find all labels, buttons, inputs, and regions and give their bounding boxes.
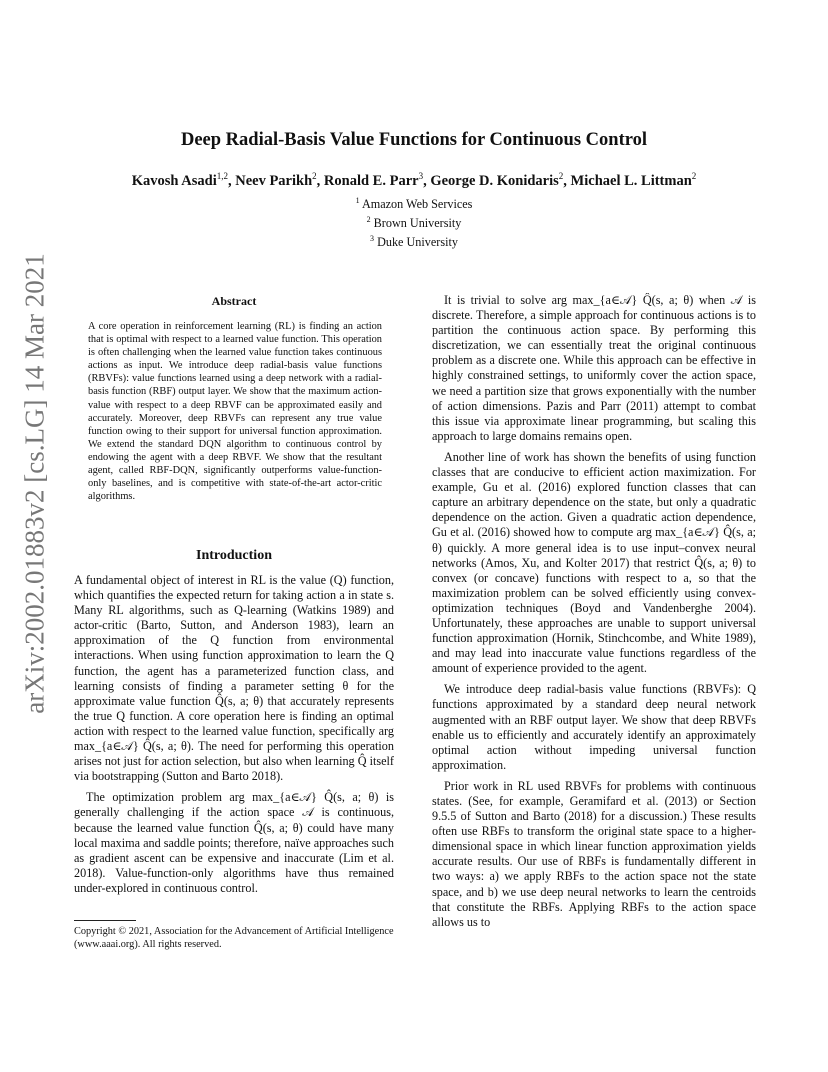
introduction-heading: Introduction [196,548,272,563]
paper-title: Deep Radial-Basis Value Functions for Continuous Control [180,130,647,150]
author: Ronald E. Parr$^3$, [323,171,431,189]
affiliation: $^3$ Duke University [370,234,458,250]
author: George D. Konidaris$^2$, [430,171,571,189]
affiliation: $^2$ Brown University [366,215,462,231]
abstract-heading: Abstract [211,294,257,308]
abstract-text: A core operation in reinforcement learning (RL) is finding an action that is optimal with respect to a learned value function. This operation is often challenging when the learned value function takes continuous actions as input. We introduce deep radial-basis value functions (RBVFs): value functions learned using a deep network with a radial-basis function (RBF) output layer. We show that the maximum action-value with respect to a deep RBVF can be approximated easily and accurately. Moreover, deep RBVFs can represent any true value function owing to their support for universal function approximation. We extend the standard DQN algorithm to continuous control by endowing the agent with a deep RBVF. We show that the resultant agent, called RBF-DQN, significantly outperforms value-function-only baselines, and is competitive with state-of-the-art actor-critic algorithms. [88,321,382,503]
affiliation-list [0,193,828,250]
right-column-body [432,293,756,963]
author-list [0,171,828,190]
author: Michael L. Littman$^2$ [570,171,697,189]
author: Neev Parikh$^2$, [235,171,324,189]
body-paragraph: We introduce deep radial-basis value functions (RBVFs): Q functions approximated by a standard deep neural network augmented with an RBF output layer. We show that deep RBVFs enable us to efficiently and accurately identify an approximately optimal action without impeding universal function approximation. [432,682,756,772]
body-paragraph: A fundamental object of interest in RL is the value (Q) function, which quantifies the expected return for taking action a in state s. Many RL algorithms, such as Q-learning (Watkins 1989) and actor-critic (Barto, Sutton, and Anderson 1983), learn an approximation of the Q function from environmental interactions. When using function approximation to learn the Q function, the agent has a parameterized function class, and learning consists of finding a parameter setting θ for the approximate value function Q̂(s, a; θ) that accurately represents the true Q function. A core operation here is finding an optimal action with respect to the learned value function, specifically arg max_{a∈𝒜} Q̂(s, a; θ). The need for performing this operation arises not just for action selection, but also when learning Q̂ itself via bootstrapping (Sutton and Barto 2018). [74,573,394,784]
left-column-body [74,573,394,913]
body-paragraph: The optimization problem arg max_{a∈𝒜} Q̂(s, a; θ) is generally challenging if the action space 𝒜 is continuous, because the learned value function Q̂(s, a; θ) could have many local maxima and saddle points; therefore, naïve approaches such as gradient ascent can be expensive and inaccurate (Lim et al. 2018). Value-function-only algorithms have thus remained under-explored in continuous control. [74,790,394,895]
arxiv-identifier-stamp: arXiv:2002.01883v2 [cs.LG] 14 Mar 2021 [19,252,50,714]
body-paragraph: Prior work in RL used RBVFs for problems with continuous states. (See, for example, Geramifard et al. (2013) or Section 9.5.5 of Sutton and Barto (2018) for a discussion.) These results often use RBFs to transform the original state space to a higher-dimensional space in which linear function approximation yields accurate results. Our use of RBFs is fundamentally different in two ways: a) we apply RBFs to the action space not the state space, and b) we use deep neural networks to learn the centroids that constitute the RBFs. Applying RBFs to the action space allows us to [432,778,756,929]
copyright-footnote: Copyright © 2021, Association for the Advancement of Artificial Intelligence (www.aaai.org). All rights reserved. [74,926,394,950]
body-paragraph: Another line of work has shown the benefits of using function classes that are conducive to efficient action maximization. For example, Gu et al. (2016) explored function classes that can capture an arbitrary dependence on the state, but only a quadratic dependence on the action. Given a quadratic action dependence, Gu et al. (2016) showed how to compute arg max_{a∈𝒜} Q̂(s, a; θ) quickly. A more general idea is to use input–convex neural networks (Amos, Xu, and Kolter 2017) that restrict Q̂(s, a; θ) to convex (or concave) functions with respect to a, so that the maximization problem can be solved efficiently using convex-optimization techniques (Boyd and Vandenberghe 2004). Unfortunately, these approaches are unable to support universal function approximation (Hornik, Stinchcombe, and White 1989), and may lead into inaccurate value functions regardless of the amount of experience provided to the agent. [432,449,756,676]
author: Kavosh Asadi$^{1,2}$, [131,171,236,189]
affiliation: $^1$ Amazon Web Services [355,196,473,212]
footnote-rule [74,920,136,921]
body-paragraph: It is trivial to solve arg max_{a∈𝒜} Q̂(s, a; θ) when 𝒜 is discrete. Therefore, a simple approach for continuous actions is to partition the continuous action space. By performing this discretization, we can essentially treat the original continuous problem as a discrete one. While this approach can be effective in highly constrained settings, to uniformly cover the action space, we need a partition size that grows exponentially with the number of action dimensions. Pazis and Parr (2011) attempt to combat this issue via approximate linear programming, but scaling this approach to large domains remains open. [432,293,756,443]
